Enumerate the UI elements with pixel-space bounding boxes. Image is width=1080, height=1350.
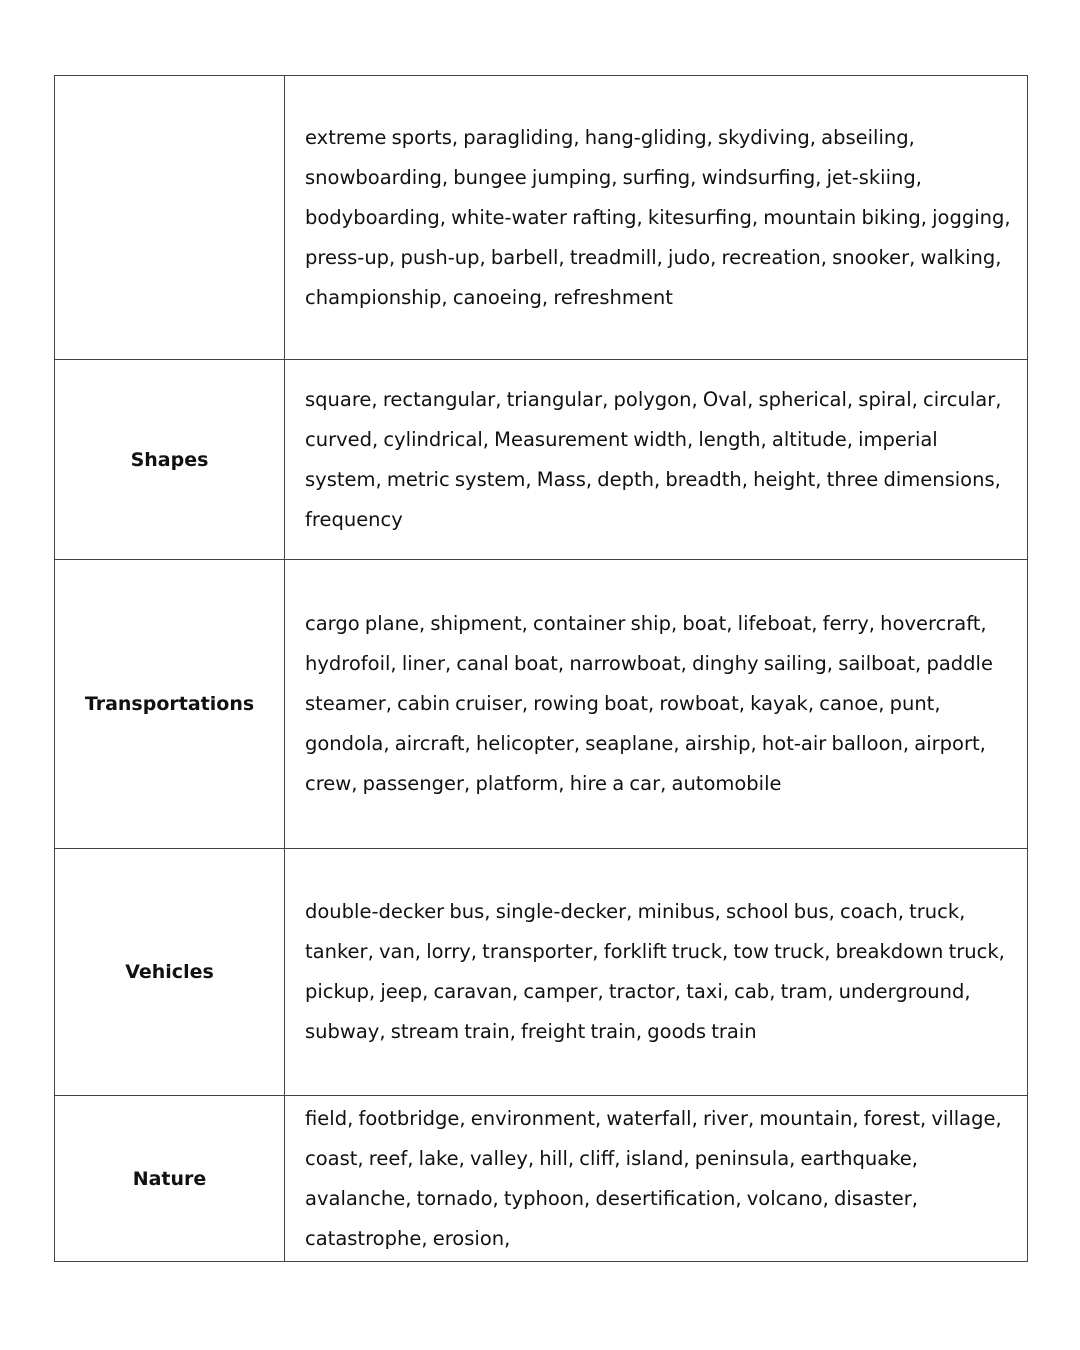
category-cell: Vehicles: [55, 849, 285, 1096]
words-cell: extreme sports, paragliding, hang-gliding, skydiving, abseiling, snowboarding, bungee jumping, surfing, windsurfing, jet-skiing, bodyboarding, white-water rafting, kitesurfing, mountain biking, jogging, press-up, push-up, barbell, treadmill, judo, recreation, snooker, walking, championship, canoeing, refreshment: [285, 76, 1028, 360]
category-cell: Shapes: [55, 360, 285, 560]
table-row: [55, 560, 1028, 849]
category-cell: Nature: [55, 1096, 285, 1262]
table-row: [55, 76, 1028, 360]
words-cell: field, footbridge, environment, waterfall, river, mountain, forest, village, coast, reef, lake, valley, hill, cliff, island, peninsula, earthquake, avalanche, tornado, typhoon, desertification, volcano, disaster, catastrophe, erosion,: [285, 1096, 1028, 1262]
vocabulary-table: [54, 75, 1028, 1262]
table-row: [55, 360, 1028, 560]
category-cell: [55, 76, 285, 360]
table-row: [55, 849, 1028, 1096]
words-cell: square, rectangular, triangular, polygon, Oval, spherical, spiral, circular, curved, cylindrical, Measurement width, length, altitude, imperial system, metric system, Mass, depth, breadth, height, three dimensions, frequency: [285, 360, 1028, 560]
table-row: [55, 1096, 1028, 1262]
category-cell: Transportations: [55, 560, 285, 849]
words-cell: double-decker bus, single-decker, minibus, school bus, coach, truck, tanker, van, lorry, transporter, forklift truck, tow truck, breakdown truck, pickup, jeep, caravan, camper, tractor, taxi, cab, tram, underground, subway, stream train, freight train, goods train: [285, 849, 1028, 1096]
words-cell: cargo plane, shipment, container ship, boat, lifeboat, ferry, hovercraft, hydrofoil, liner, canal boat, narrowboat, dinghy sailing, sailboat, paddle steamer, cabin cruiser, rowing boat, rowboat, kayak, canoe, punt, gondola, aircraft, helicopter, seaplane, airship, hot-air balloon, airport, crew, passenger, platform, hire a car, automobile: [285, 560, 1028, 849]
